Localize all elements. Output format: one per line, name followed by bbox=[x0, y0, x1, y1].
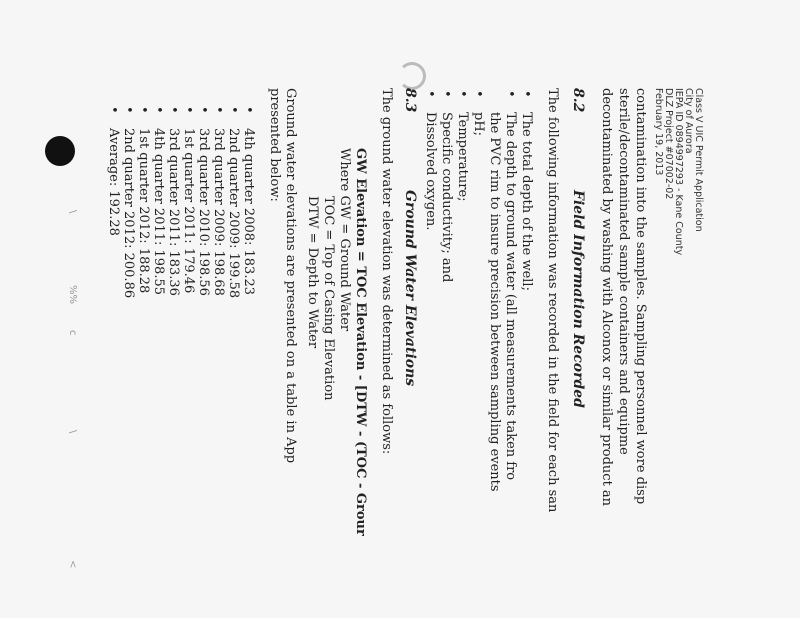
section-8-3-lead: The ground water elevation was determined as follows: bbox=[379, 88, 394, 455]
list-item: • 4th quarter 2011: 198.55 bbox=[151, 128, 166, 295]
section-8-2-number: 8.2 bbox=[570, 88, 586, 113]
list-item-continuation: the PVC rim to insure precision between sampling events bbox=[487, 112, 502, 492]
header-line-4: DLZ Project #07002-02 bbox=[663, 88, 674, 200]
margin-mark: \ bbox=[67, 430, 78, 434]
list-item: • 2nd quarter 2009: 199.58 bbox=[226, 128, 241, 298]
section-8-2-title: Field Information Recorded bbox=[570, 190, 586, 408]
margin-mark: %% bbox=[67, 285, 78, 305]
intro-line-2: sterile/decontaminated sample containers and equipme bbox=[616, 88, 631, 455]
list-item: • 1st quarter 2011: 179.46 bbox=[181, 128, 196, 293]
list-item: • 2nd quarter 2012: 200.86 bbox=[121, 128, 136, 298]
table-reference-line-2: presented below: bbox=[267, 88, 282, 202]
list-item: • Specific conductivity; and bbox=[439, 112, 454, 282]
gw-formula: GW Elevation = TOC Elevation - [DTW - (TOC - Grour bbox=[353, 148, 368, 536]
header-line-2: City of Aurora bbox=[683, 88, 694, 154]
list-item: • Temperature; bbox=[455, 112, 470, 202]
list-item: • 3rd quarter 2009: 198.68 bbox=[211, 128, 226, 296]
list-item: • Average: 192.28 bbox=[106, 128, 121, 236]
gw-where-3: DTW = Depth to Water bbox=[305, 196, 320, 349]
margin-mark: < bbox=[67, 560, 78, 569]
list-item: • 3rd quarter 2010: 198.56 bbox=[196, 128, 211, 296]
section-8-2-lead: The following information was recorded in the field for each san bbox=[545, 88, 560, 513]
section-8-3-number: 8.3 bbox=[402, 88, 418, 113]
margin-mark: \ bbox=[67, 210, 78, 214]
list-item: • The depth to ground water (all measurements taken fro bbox=[503, 112, 518, 480]
header-line-1: Class V UIC Permit Application bbox=[693, 88, 704, 232]
gw-where-1: Where GW = Ground Water bbox=[337, 148, 352, 332]
header-line-3: IEPA ID 0894997293 - Kane County bbox=[673, 88, 684, 256]
intro-line-1: contamination into the samples. Sampling personnel wore disp bbox=[633, 88, 648, 505]
list-item: • The total depth of the well; bbox=[519, 112, 534, 291]
list-item: • 4th quarter 2008: 183.23 bbox=[241, 128, 256, 295]
gw-where-2: TOC = Top of Casing Elevation bbox=[321, 196, 336, 401]
section-8-3-title: Ground Water Elevations bbox=[402, 190, 418, 387]
intro-line-3: decontaminated by washing with Alconox or similar product an bbox=[599, 88, 614, 507]
header-line-5: February 19, 2013 bbox=[653, 88, 664, 176]
list-item: • 3rd quarter 2011: 183.36 bbox=[166, 128, 181, 296]
list-item: • 1st quarter 2012: 188.28 bbox=[136, 128, 151, 293]
list-item: • pH; bbox=[471, 112, 486, 136]
table-reference-line-1: Ground water elevations are presented on a table in App bbox=[283, 88, 298, 464]
list-item: • Dissolved oxygen. bbox=[423, 112, 438, 230]
margin-mark: c bbox=[67, 330, 78, 336]
